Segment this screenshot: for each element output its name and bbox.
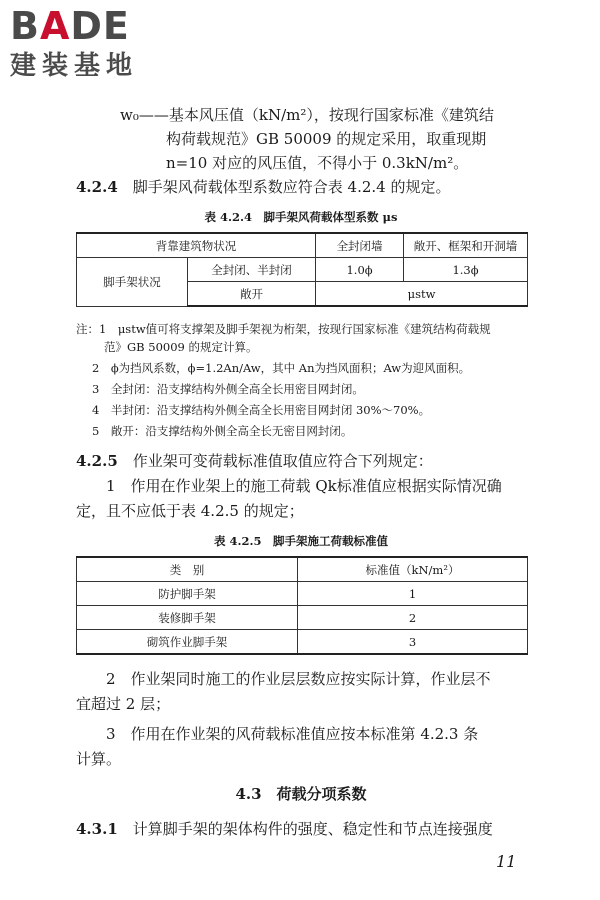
item-2-line-1: 2 作业架同时施工的作业层层数应按实际计算，作业层不 <box>106 670 491 688</box>
row1-label: 全封闭、半封闭 <box>188 258 316 282</box>
w0-definition-line-2: 构荷载规范》GB 50009 的规定采用，取重现期 <box>166 130 487 148</box>
logo-subtitle: 建装基地 <box>10 51 139 81</box>
clause-text: 脚手架风荷载体型系数应符合表 4.2.4 的规定。 <box>132 178 451 196</box>
clause-4-2-4 <box>76 176 451 199</box>
clause-number: 4.3.1 <box>76 820 118 838</box>
item-2-line-2: 宜超过 2 层； <box>76 695 171 713</box>
row2-label: 敞开 <box>188 282 316 307</box>
table-row-label: 防护脚手架 <box>77 582 298 606</box>
header-open-wall: 敞开、框架和开洞墙 <box>404 233 528 258</box>
note-1-line-1: 注：1 μstw值可将支撑架及脚手架视为桁架，按现行国家标准《建筑结构荷载规 <box>76 322 491 336</box>
item-3-line-1: 3 作用在作业架的风荷载标准值应按本标准第 4.2.3 条 <box>106 725 479 743</box>
clause-number: 4.2.5 <box>76 452 118 470</box>
header-closed-wall: 全封闭墙 <box>316 233 404 258</box>
table-4-2-5 <box>76 556 528 655</box>
item-1-line-2: 定，且不应低于表 4.2.5 的规定； <box>76 502 304 520</box>
clause-text: 计算脚手架的架体构件的强度、稳定性和节点连接强度 <box>132 820 493 838</box>
table-row-value: 3 <box>298 630 528 655</box>
table-row-label: 砌筑作业脚手架 <box>77 630 298 655</box>
note-3: 3 全封闭：沿支撑结构外侧全高全长用密目网封闭。 <box>92 382 364 396</box>
clause-number: 4.2.4 <box>76 178 118 196</box>
brand-logo <box>10 6 180 82</box>
clause-4-2-5 <box>76 450 433 473</box>
item-1-line-1: 1 作用在作业架上的施工荷载 Qk标准值应根据实际情况确 <box>106 477 502 495</box>
table-row-value: 1 <box>298 582 528 606</box>
table-row-label: 装修脚手架 <box>77 606 298 630</box>
table-4-2-4 <box>76 232 528 307</box>
row1-value-open: 1.3ϕ <box>404 258 528 282</box>
w0-definition-line-3: n=10 对应的风压值，不得小于 0.3kN/m²。 <box>166 154 469 172</box>
row2-value: μstw <box>316 282 528 307</box>
header-category: 类 别 <box>77 557 298 582</box>
section-4-3-heading: 4.3 荷载分项系数 <box>235 785 367 803</box>
table-row-value: 2 <box>298 606 528 630</box>
page-number: 11 <box>496 852 517 871</box>
header-value: 标准值（kN/m²） <box>298 557 528 582</box>
header-condition: 背靠建筑物状况 <box>77 233 316 258</box>
table-4-2-4-caption: 表 4.2.4 脚手架风荷载体型系数 μs <box>204 210 398 224</box>
item-3-line-2: 计算。 <box>76 750 122 768</box>
clause-4-3-1 <box>76 818 493 841</box>
note-4: 4 半封闭：沿支撑结构外侧全高全长用密目网封闭 30%～70%。 <box>92 403 431 417</box>
logo-wordmark: BADE <box>10 4 130 48</box>
w0-definition-line-1: w₀——基本风压值（kN/m²），按现行国家标准《建筑结 <box>120 106 494 124</box>
clause-text: 作业架可变荷载标准值取值应符合下列规定： <box>132 452 433 470</box>
note-2: 2 ϕ为挡风系数，ϕ=1.2An/Aw，其中 An为挡风面积；Aw为迎风面积。 <box>92 361 471 375</box>
row-label-scaffold-status: 脚手架状况 <box>77 258 188 307</box>
note-1-line-2: 范》GB 50009 的规定计算。 <box>104 340 258 354</box>
table-4-2-5-caption: 表 4.2.5 脚手架施工荷载标准值 <box>213 534 388 548</box>
note-5: 5 敞开：沿支撑结构外侧全高全长无密目网封闭。 <box>92 424 353 438</box>
row1-value-closed: 1.0ϕ <box>316 258 404 282</box>
